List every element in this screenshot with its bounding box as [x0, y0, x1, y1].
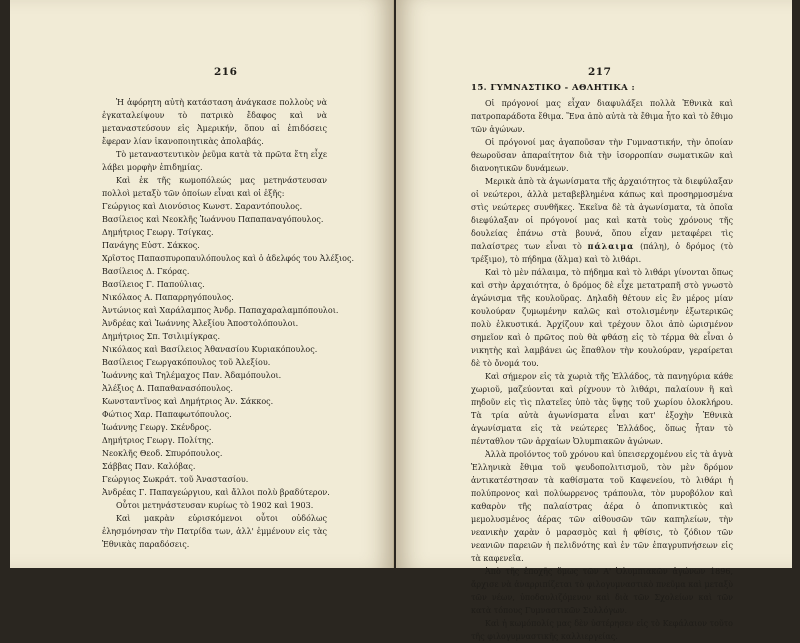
list-item: Ἀνδρέας καὶ Ἰωάννης Ἀλεξίου Ἀποστολόπουλοι. [102, 319, 299, 328]
list-item: Γεώργιος καὶ Διονύσιος Κωνστ. Σαραντόπουλος. [102, 202, 303, 211]
paragraph [471, 175, 733, 266]
emphasized-word: πάλαιμα [587, 241, 635, 251]
list-item: Πανάγης Εὐστ. Σάκκος. [102, 241, 200, 250]
paragraph: Οἱ πρόγονοί μας εἶχαν διαφυλάξει πολλὰ Ἐθνικὰ καὶ πατροπαράδοτα ἔθιμα. Ἕνα ἀπὸ αὐτὰ τὰ ἔθιμα ἦτο καὶ τὸ ἔθιμο τῶν ἀγώνων. [471, 99, 733, 134]
left-page [10, 0, 394, 568]
list-item: Ἀντώνιος καὶ Χαράλαμπος Ἀνδρ. Παπαχαραλαμπόπουλοι. [102, 306, 339, 315]
list-item: Φώτιος Χαρ. Παπαφωτόπουλος. [102, 410, 232, 419]
right-page [396, 0, 792, 641]
list-item: Βασίλειος Γ. Παπούλιας. [102, 280, 205, 289]
page-number: 216 [214, 66, 238, 78]
page-body [471, 82, 733, 643]
paragraph: Καὶ ἐκ τῆς κωμοπόλεώς μας μετηνάστευσαν πολλοὶ μεταξὺ τῶν ὁποίων εἶναι καὶ οἱ ἑξῆς: [102, 176, 327, 198]
paragraph: Ἀλλὰ προϊόντος τοῦ χρόνου καὶ ὑπεισερχομένου εἰς τὰ ἁγνὰ Ἑλληνικὰ ἔθιμα τοῦ ψευδοπολιτισμοῦ, τὸν μὲν δρόμον ἀντικατέστησαν τὰ καθίσματα τοῦ Καφενείου, τὸ λιθάρι ἡ πολύπρονος καὶ πολύωρρενος τράπουλα, τὸν μυροβόλον καὶ καθαρὸν τῆς παλαίστρας ἀέρα ὁ ἀποπνικτικὸς καὶ μεμολυσμένος ἀέρας τῶν αἰθουσῶν τῶν καπηλείων, τὴν νεανικὴν χαρὰν ὁ μαρασμὸς καὶ ἡ φθίσις, τὸ ζόδιον τῶν νεανιῶν παρειῶν ἡ πελιδνότης καὶ ἐν τῶν ἐπαγρυπνήσεων εἰς τὰ καφενεῖα. [471, 450, 733, 563]
list-item: Νεοκλῆς Θεοδ. Σπυρόπουλος. [102, 449, 223, 458]
list-item: Σάββας Παν. Καλόβας. [102, 462, 196, 471]
list-item: Νικόλαος Α. Παπαρρηγόπουλος. [102, 293, 234, 302]
paragraph: Οἱ πρόγονοί μας ἀγαποῦσαν τὴν Γυμναστικήν, τὴν ὁποίαν θεωροῦσαν ἀπαραίτητον διὰ τὴν ἰσορροπίαν σωματικῶν καὶ διανοητικῶν δυνάμεων. [471, 138, 733, 173]
list-item: Ἀνδρέας Γ. Παπαγεώργιου, καὶ ἄλλοι πολὺ βραδύτερον. [102, 488, 330, 497]
list-item: Δημήτριος Γεωργ. Τσίγκας. [102, 228, 214, 237]
page-number: 217 [588, 66, 612, 78]
list-item: Βασίλειος Δ. Γκόρας. [102, 267, 190, 276]
paragraph-text: Μερικὰ ἀπὸ τὰ ἀγωνίσματα τῆς ἀρχαιότητος τὰ διεφύλαξαν οἱ νεώτεροι, ἀλλὰ μεταβεβλημένα κάπως καὶ προσηρμοσμένα στὶς νεώτερες συνθῆκες. Ἐκεῖνα δὲ τὰ ἀγωνίσματα, τὰ ὁποῖα διεφύλαξαν οἱ πρόγονοί μας καὶ κατὰ τοὺς χρόνους τῆς δουλείας ἐπάνω στὰ βουνά, ὅπου εἶχαν μεταφέρει τὶς παλαίστρες των εἶναι τὸ [471, 177, 733, 251]
paragraph: Τὸ μεταναστευτικὸν ῥεῦμα κατὰ τὰ πρῶτα ἔτη εἶχε λάβει μορφὴν ἐπιδημίας. [102, 150, 327, 172]
list-item: Νικόλαος καὶ Βασίλειος Ἀθανασίου Κυριακόπουλος. [102, 345, 318, 354]
list-item: Ἀλέξιος Δ. Παπαθανασόπουλος. [102, 384, 233, 393]
paragraph: Ἡ ἀφόρητη αὐτὴ κατάσταση ἀνάγκασε πολλοὺς νὰ ἐγκαταλείψουν τὸ πατρικὸ ἔδαφος καὶ νὰ μεταναστεύσουν εἰς Ἀμερικήν, ὅπου αἱ ἐπιδόσεις ἔφεραν λίαν ἱκανοποιητικὰς ἀπολαβάς. [102, 98, 327, 146]
list-item: Χρῖστος Παπασπυροπαυλόπουλος καὶ ὁ ἀδελφός του Ἀλέξιος. [102, 254, 354, 263]
paragraph-text: (πάλη), ὁ δρόμος (τὸ τρέξιμο), τὸ πήδημα (ἅλμα) καὶ τὸ λιθάρι. [471, 242, 734, 264]
list-item: Δημήτριος Σπ. Τσιλιμίγκρας. [102, 332, 221, 341]
paragraph: Οὗτοι μετηνάστευσαν κυρίως τὸ 1902 καὶ 1903. [116, 501, 314, 510]
page-body [102, 96, 354, 551]
paragraph: Καὶ μακρὰν εὑρισκόμενοι οὗτοι οὐδόλως ἐλησμόνησαν τὴν Πατρίδα των, ἀλλ' ἐμμένουν εἰς τὰς Ἐθνικὰς παραδόσεις. [102, 514, 327, 549]
emigrant-list [102, 200, 354, 499]
paragraph: Καὶ τὸ μὲν πάλαιμα, τὸ πήδημα καὶ τὸ λιθάρι γίνονται ὅπως καὶ στὴν ἀρχαιότητα, ὁ δρόμος δὲ εἶχε μετατραπῆ στὸ γνωστὸ ἀγώνισμα τῆς κουλοῦρας. Δηλαδὴ θέτουν εἰς ἓν μέρος μίαν κουλούραν ζυμωμένην καλῶς καὶ στολισμένην ἐξωτερικῶς πολὺ ἐλκυστικά. Ἀρχίζουν καὶ τρέχουν ὅλοι ἀπὸ ὡρισμένον σημεῖον καὶ ὁ πρῶτος ποὺ θὰ φθάσῃ εἰς τὸ τέρμα θὰ εἶναι ὁ νικητὴς καὶ λαμβάνει ὡς ἔπαθλον τὴν κουλούραν, γεραίρεται δὲ τὸ ὄνομά του. [471, 268, 733, 368]
paragraph: Ἀπὸ τῆς ἐποχῆς ὅμως τῶν Α' Ὀλυμπιακῶν ἀγώνων 1896, ἄρχισε νὰ ἀναρριπίζεται τὸ φιλογυμναστικὸ πνεῦμα καὶ μεταξὺ τῶν νέων, ὑποδαυλιζόμενον καὶ διὰ τῶν Σχολείων καὶ τῶν κατὰ τόπους Γυμναστικῶν Συλλόγων. [471, 567, 733, 615]
list-item: Ἰωάννης Γεωργ. Σκένδρος. [102, 423, 212, 432]
paragraph: Καὶ ἡ κωμόπολίς μας δὲν ὑστέρησεν εἰς τὸ Κεφάλαιον τοῦτο τῆς φιλογυμναστικῆς καλλιεργείας. [471, 619, 733, 641]
section-heading: 15. ΓΥΜΝΑΣΤΙΚΟ - ΑΘΛΗΤΙΚΑ : [471, 83, 635, 93]
list-item: Βασίλειος Γεωργακόπουλος τοῦ Ἀλεξίου. [102, 358, 271, 367]
list-item: Δημήτριος Γεωργ. Πολίτης. [102, 436, 214, 445]
list-item: Βασίλειος καὶ Νεοκλῆς Ἰωάννου Παπαπαναγόπουλος. [102, 215, 324, 224]
list-item: Κωνσταντῖνος καὶ Δημήτριος Ἀν. Σάκκος. [102, 397, 274, 406]
list-item: Γεώργιος Σωκράτ. τοῦ Ἀναστασίου. [102, 475, 249, 484]
paragraph: Καὶ σήμερον εἰς τὰ χωριὰ τῆς Ἑλλάδος, τὰ πανηγύρια κάθε χωριοῦ, μαζεύονται καὶ ρίχνουν τὸ λιθάρι, παλαίουν ἢ καὶ πηδοῦν εἰς τὶς πλατεῖες ὑπὸ τὰς ὕψῃς τοῦ χωρίου ὁλοκλήρου. Τὰ τρία αὐτὰ ἀγωνίσματα εἶναι κατ' ἐξοχὴν Ἐθνικὰ ἀγωνίσματα εἰς τὰ νεώτερες Ἑλλάδος, ὅπως ἦταν τὸ πένταθλον τῶν ἀρχαίων Ὀλυμπιακῶν ἀγώνων. [471, 372, 733, 446]
list-item: Ἰωάννης καὶ Τηλέμαχος Παν. Ἀδαμόπουλοι. [102, 371, 282, 380]
